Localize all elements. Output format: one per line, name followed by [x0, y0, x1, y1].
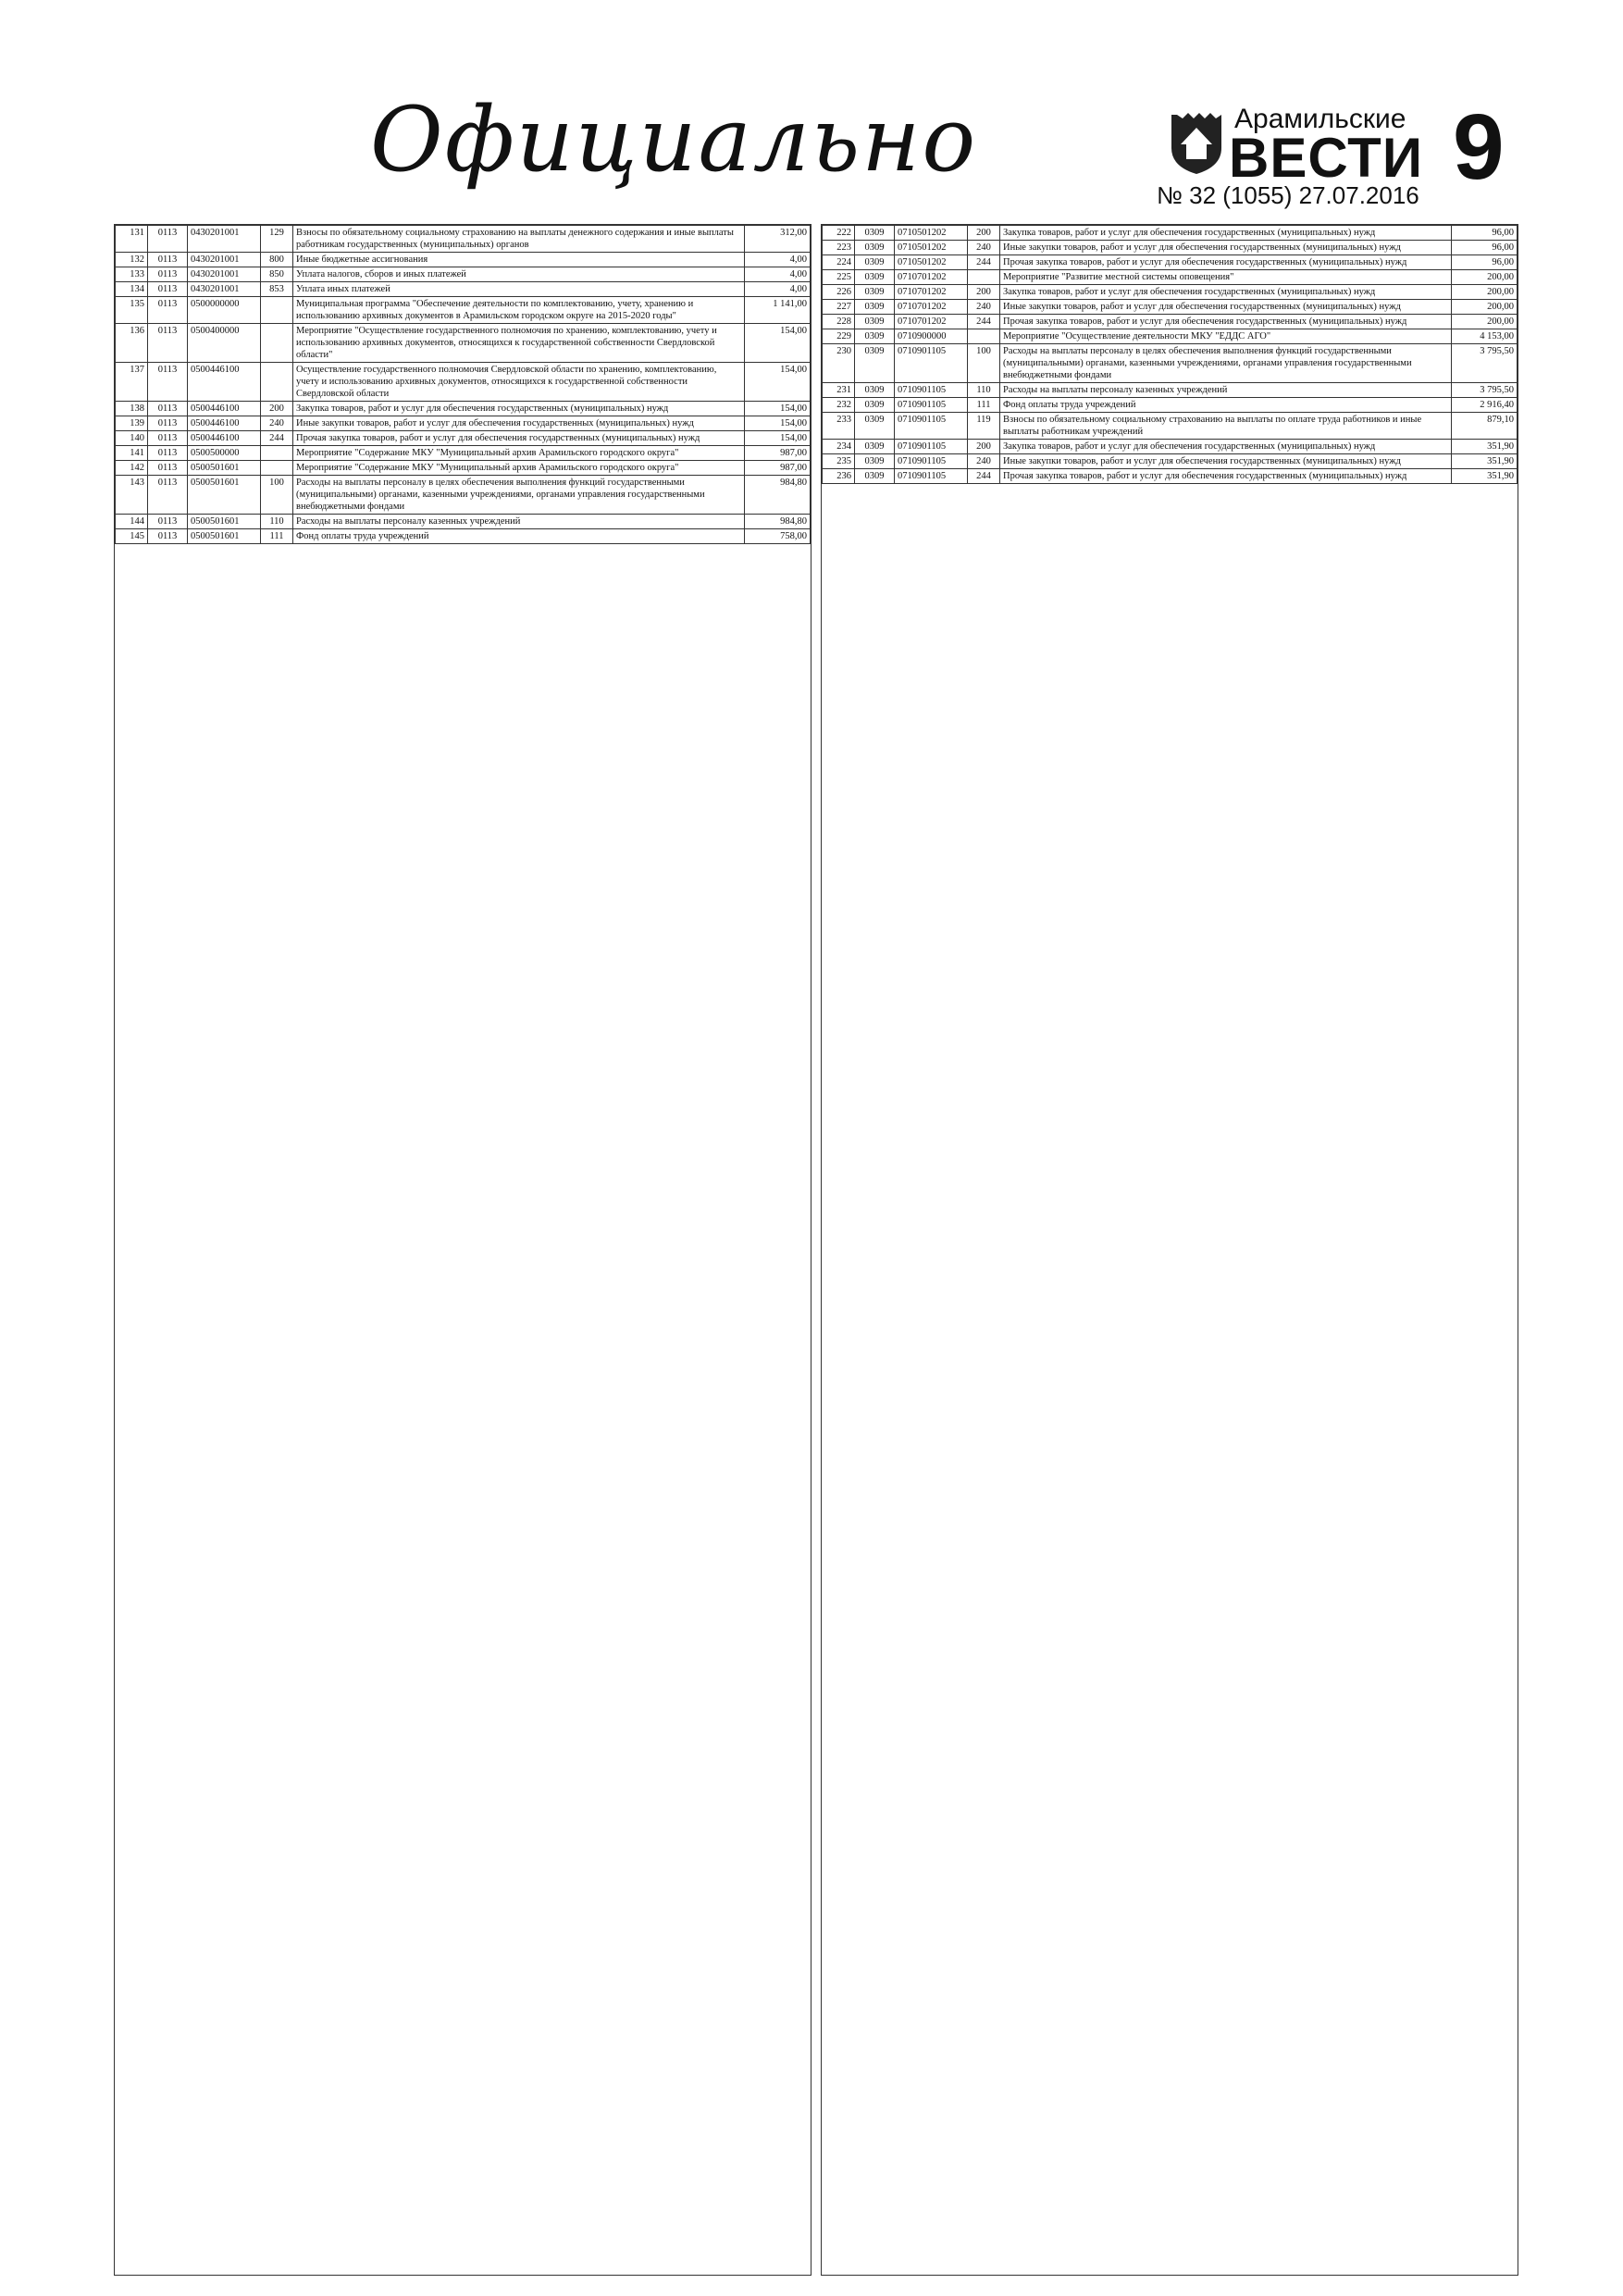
- row-amount: 312,00: [745, 226, 811, 253]
- table-row: [116, 363, 811, 402]
- row-number: 133: [116, 267, 148, 282]
- table-row: [823, 440, 1518, 454]
- target-article: 0710701202: [895, 300, 968, 315]
- table-row: [116, 297, 811, 324]
- row-number: 145: [116, 529, 148, 544]
- row-amount: 987,00: [745, 461, 811, 476]
- expense-type: 110: [261, 515, 293, 529]
- target-article: 0710901105: [895, 469, 968, 484]
- section-code: 0309: [855, 285, 895, 300]
- right-budget-table: [821, 224, 1518, 2276]
- section-code: 0113: [148, 461, 188, 476]
- table-row: [116, 282, 811, 297]
- row-amount: 154,00: [745, 402, 811, 416]
- table-row: [823, 315, 1518, 329]
- target-article: 0430201001: [188, 282, 261, 297]
- row-amount: 351,90: [1452, 454, 1518, 469]
- row-description: Прочая закупка товаров, работ и услуг для обеспечения государственных (муниципальных) нужд: [293, 431, 745, 446]
- row-description: Закупка товаров, работ и услуг для обеспечения государственных (муниципальных) нужд: [1000, 440, 1452, 454]
- table-row: [823, 454, 1518, 469]
- section-code: 0309: [855, 226, 895, 241]
- row-description: Расходы на выплаты персоналу казенных учреждений: [1000, 383, 1452, 398]
- row-description: Иные закупки товаров, работ и услуг для обеспечения государственных (муниципальных) нужд: [1000, 454, 1452, 469]
- newspaper-logo: [1168, 102, 1566, 189]
- row-description: Фонд оплаты труда учреждений: [1000, 398, 1452, 413]
- right-table-body: [823, 226, 1518, 484]
- target-article: 0710901105: [895, 413, 968, 440]
- table-row: [116, 226, 811, 253]
- row-amount: 96,00: [1452, 255, 1518, 270]
- section-code: 0309: [855, 413, 895, 440]
- row-description: Прочая закупка товаров, работ и услуг для обеспечения государственных (муниципальных) нужд: [1000, 315, 1452, 329]
- section-code: 0309: [855, 329, 895, 344]
- section-code: 0309: [855, 398, 895, 413]
- row-number: 223: [823, 241, 855, 255]
- table-row: [116, 529, 811, 544]
- table-row: [823, 300, 1518, 315]
- logo-small-text: Арамильские: [1234, 104, 1406, 134]
- expense-type: 100: [261, 476, 293, 515]
- row-description: Прочая закупка товаров, работ и услуг для обеспечения государственных (муниципальных) нужд: [1000, 255, 1452, 270]
- row-description: Мероприятие "Содержание МКУ "Муниципальный архив Арамильского городского округа": [293, 461, 745, 476]
- target-article: 0500501601: [188, 476, 261, 515]
- section-code: 0113: [148, 226, 188, 253]
- row-number: 134: [116, 282, 148, 297]
- section-code: 0113: [148, 324, 188, 363]
- expense-type: 853: [261, 282, 293, 297]
- section-code: 0113: [148, 515, 188, 529]
- section-code: 0113: [148, 446, 188, 461]
- expense-type: 200: [968, 226, 1000, 241]
- expense-type: 240: [968, 300, 1000, 315]
- target-article: 0430201001: [188, 226, 261, 253]
- expense-type: 100: [968, 344, 1000, 383]
- expense-type: 244: [968, 315, 1000, 329]
- row-description: Закупка товаров, работ и услуг для обеспечения государственных (муниципальных) нужд: [293, 402, 745, 416]
- expense-type: 119: [968, 413, 1000, 440]
- row-amount: 4,00: [745, 253, 811, 267]
- target-article: 0500446100: [188, 363, 261, 402]
- section-code: 0113: [148, 416, 188, 431]
- section-code: 0113: [148, 476, 188, 515]
- section-code: 0309: [855, 300, 895, 315]
- row-number: 135: [116, 297, 148, 324]
- expense-type: 240: [261, 416, 293, 431]
- row-description: Закупка товаров, работ и услуг для обеспечения государственных (муниципальных) нужд: [1000, 226, 1452, 241]
- row-amount: 1 141,00: [745, 297, 811, 324]
- table-row: [823, 383, 1518, 398]
- target-article: 0710501202: [895, 241, 968, 255]
- expense-type: [968, 329, 1000, 344]
- table-row: [116, 253, 811, 267]
- logo-big-text: ВЕСТИ: [1229, 127, 1423, 189]
- target-article: 0710901105: [895, 454, 968, 469]
- row-number: 230: [823, 344, 855, 383]
- table-row: [116, 402, 811, 416]
- section-code: 0113: [148, 529, 188, 544]
- expense-type: [261, 363, 293, 402]
- row-description: Иные закупки товаров, работ и услуг для обеспечения государственных (муниципальных) нужд: [293, 416, 745, 431]
- row-description: Взносы по обязательному социальному страхованию на выплаты денежного содержания и иные выплаты работникам государственных (муниципальных) органов: [293, 226, 745, 253]
- target-article: 0500000000: [188, 297, 261, 324]
- row-amount: 4,00: [745, 282, 811, 297]
- row-description: Уплата налогов, сборов и иных платежей: [293, 267, 745, 282]
- table-row: [116, 476, 811, 515]
- table-row: [823, 226, 1518, 241]
- row-number: 140: [116, 431, 148, 446]
- target-article: 0710901105: [895, 440, 968, 454]
- row-number: 132: [116, 253, 148, 267]
- row-number: 141: [116, 446, 148, 461]
- expense-type: 129: [261, 226, 293, 253]
- target-article: 0500446100: [188, 416, 261, 431]
- row-description: Расходы на выплаты персоналу в целях обеспечения выполнения функций государственными (муниципальными) органами, казенными учреждениями, органами управления государственными внебюджетными фондами: [293, 476, 745, 515]
- table-row: [116, 416, 811, 431]
- table-row: [116, 461, 811, 476]
- target-article: 0430201001: [188, 253, 261, 267]
- row-number: 137: [116, 363, 148, 402]
- row-description: Иные закупки товаров, работ и услуг для обеспечения государственных (муниципальных) нужд: [1000, 300, 1452, 315]
- issue-line: № 32 (1055) 27.07.2016: [1157, 181, 1419, 209]
- row-number: 231: [823, 383, 855, 398]
- table-row: [823, 344, 1518, 383]
- table-row: [116, 267, 811, 282]
- expense-type: 244: [261, 431, 293, 446]
- left-budget-table: [114, 224, 812, 2276]
- row-number: 229: [823, 329, 855, 344]
- row-description: Мероприятие "Осуществление государственного полномочия по хранению, комплектованию, учету и использованию архивных документов, относящихся к государственной собственности Свердловской области": [293, 324, 745, 363]
- target-article: 0710901105: [895, 344, 968, 383]
- row-amount: 154,00: [745, 324, 811, 363]
- expense-type: 110: [968, 383, 1000, 398]
- row-description: Иные закупки товаров, работ и услуг для обеспечения государственных (муниципальных) нужд: [1000, 241, 1452, 255]
- left-table-body: [116, 226, 811, 544]
- row-number: 143: [116, 476, 148, 515]
- target-article: 0500500000: [188, 446, 261, 461]
- target-article: 0500501601: [188, 529, 261, 544]
- row-amount: 200,00: [1452, 285, 1518, 300]
- expense-type: 850: [261, 267, 293, 282]
- row-description: Расходы на выплаты персоналу казенных учреждений: [293, 515, 745, 529]
- section-code: 0309: [855, 454, 895, 469]
- target-article: 0710901105: [895, 398, 968, 413]
- row-number: 136: [116, 324, 148, 363]
- target-article: 0710501202: [895, 255, 968, 270]
- target-article: 0710900000: [895, 329, 968, 344]
- expense-type: [261, 297, 293, 324]
- row-amount: 200,00: [1452, 300, 1518, 315]
- section-code: 0113: [148, 267, 188, 282]
- target-article: 0500446100: [188, 431, 261, 446]
- section-code: 0309: [855, 469, 895, 484]
- section-code: 0113: [148, 282, 188, 297]
- section-code: 0113: [148, 363, 188, 402]
- row-amount: 154,00: [745, 431, 811, 446]
- row-description: Прочая закупка товаров, работ и услуг для обеспечения государственных (муниципальных) нужд: [1000, 469, 1452, 484]
- target-article: 0500400000: [188, 324, 261, 363]
- expense-type: 200: [261, 402, 293, 416]
- table-row: [116, 515, 811, 529]
- page-header: [0, 0, 1623, 222]
- row-number: 232: [823, 398, 855, 413]
- section-code: 0309: [855, 241, 895, 255]
- target-article: 0710701202: [895, 270, 968, 285]
- row-number: 228: [823, 315, 855, 329]
- row-description: Мероприятие "Развитие местной системы оповещения": [1000, 270, 1452, 285]
- row-amount: 200,00: [1452, 315, 1518, 329]
- table-row: [823, 413, 1518, 440]
- target-article: 0500501601: [188, 461, 261, 476]
- row-description: Закупка товаров, работ и услуг для обеспечения государственных (муниципальных) нужд: [1000, 285, 1452, 300]
- row-amount: 351,90: [1452, 440, 1518, 454]
- row-number: 224: [823, 255, 855, 270]
- section-title: Официально: [370, 88, 978, 192]
- row-description: Расходы на выплаты персоналу в целях обеспечения выполнения функций государственными (муниципальными) органами, казенными учреждениями, органами управления государственными внебюджетными фондами: [1000, 344, 1452, 383]
- row-description: Иные бюджетные ассигнования: [293, 253, 745, 267]
- expense-type: 111: [261, 529, 293, 544]
- row-amount: 987,00: [745, 446, 811, 461]
- row-amount: 96,00: [1452, 226, 1518, 241]
- row-description: Уплата иных платежей: [293, 282, 745, 297]
- table-row: [823, 285, 1518, 300]
- target-article: 0710501202: [895, 226, 968, 241]
- expense-type: [261, 324, 293, 363]
- row-amount: 96,00: [1452, 241, 1518, 255]
- table-row: [116, 446, 811, 461]
- row-description: Мероприятие "Осуществление деятельности МКУ "ЕДДС АГО": [1000, 329, 1452, 344]
- section-code: 0113: [148, 431, 188, 446]
- row-amount: 154,00: [745, 363, 811, 402]
- target-article: 0430201001: [188, 267, 261, 282]
- table-row: [823, 255, 1518, 270]
- row-description: Фонд оплаты труда учреждений: [293, 529, 745, 544]
- row-description: Осуществление государственного полномочия Свердловской области по хранению, комплектованию, учету и использованию архивных документов, относящихся к государственной собственности Свердловской области: [293, 363, 745, 402]
- row-number: 131: [116, 226, 148, 253]
- expense-type: [261, 461, 293, 476]
- row-number: 227: [823, 300, 855, 315]
- expense-type: 240: [968, 241, 1000, 255]
- expense-type: 200: [968, 285, 1000, 300]
- expense-type: 240: [968, 454, 1000, 469]
- expense-type: 244: [968, 255, 1000, 270]
- row-number: 236: [823, 469, 855, 484]
- row-amount: 351,90: [1452, 469, 1518, 484]
- target-article: 0500446100: [188, 402, 261, 416]
- row-number: 144: [116, 515, 148, 529]
- row-amount: 4 153,00: [1452, 329, 1518, 344]
- expense-type: [968, 270, 1000, 285]
- row-description: Взносы по обязательному социальному страхованию на выплаты по оплате труда работников и иные выплаты работникам учреждений: [1000, 413, 1452, 440]
- row-description: Муниципальная программа "Обеспечение деятельности по комплектованию, учету, хранению и использованию архивных документов в Арамильском городском округе на 2015-2020 годы": [293, 297, 745, 324]
- section-code: 0309: [855, 315, 895, 329]
- coat-of-arms-icon: [1168, 111, 1225, 176]
- row-number: 234: [823, 440, 855, 454]
- row-amount: 984,80: [745, 515, 811, 529]
- section-code: 0309: [855, 344, 895, 383]
- row-amount: 3 795,50: [1452, 383, 1518, 398]
- row-number: 142: [116, 461, 148, 476]
- target-article: 0710701202: [895, 315, 968, 329]
- row-amount: 879,10: [1452, 413, 1518, 440]
- row-description: Мероприятие "Содержание МКУ "Муниципальный архив Арамильского городского округа": [293, 446, 745, 461]
- row-number: 225: [823, 270, 855, 285]
- section-code: 0309: [855, 383, 895, 398]
- section-code: 0309: [855, 270, 895, 285]
- row-amount: 200,00: [1452, 270, 1518, 285]
- row-amount: 2 916,40: [1452, 398, 1518, 413]
- expense-type: [261, 446, 293, 461]
- row-amount: 758,00: [745, 529, 811, 544]
- row-amount: 3 795,50: [1452, 344, 1518, 383]
- table-row: [116, 431, 811, 446]
- expense-type: 800: [261, 253, 293, 267]
- row-number: 226: [823, 285, 855, 300]
- row-amount: 4,00: [745, 267, 811, 282]
- section-code: 0309: [855, 440, 895, 454]
- table-row: [823, 329, 1518, 344]
- target-article: 0710901105: [895, 383, 968, 398]
- row-number: 138: [116, 402, 148, 416]
- row-number: 235: [823, 454, 855, 469]
- section-code: 0113: [148, 402, 188, 416]
- row-amount: 154,00: [745, 416, 811, 431]
- table-row: [823, 270, 1518, 285]
- row-amount: 984,80: [745, 476, 811, 515]
- section-code: 0309: [855, 255, 895, 270]
- table-row: [823, 398, 1518, 413]
- table-row: [116, 324, 811, 363]
- row-number: 233: [823, 413, 855, 440]
- page-number: 9: [1453, 95, 1505, 199]
- section-code: 0113: [148, 297, 188, 324]
- row-number: 139: [116, 416, 148, 431]
- section-code: 0113: [148, 253, 188, 267]
- target-article: 0500501601: [188, 515, 261, 529]
- table-row: [823, 241, 1518, 255]
- expense-type: 111: [968, 398, 1000, 413]
- table-row: [823, 469, 1518, 484]
- row-number: 222: [823, 226, 855, 241]
- expense-type: 244: [968, 469, 1000, 484]
- target-article: 0710701202: [895, 285, 968, 300]
- expense-type: 200: [968, 440, 1000, 454]
